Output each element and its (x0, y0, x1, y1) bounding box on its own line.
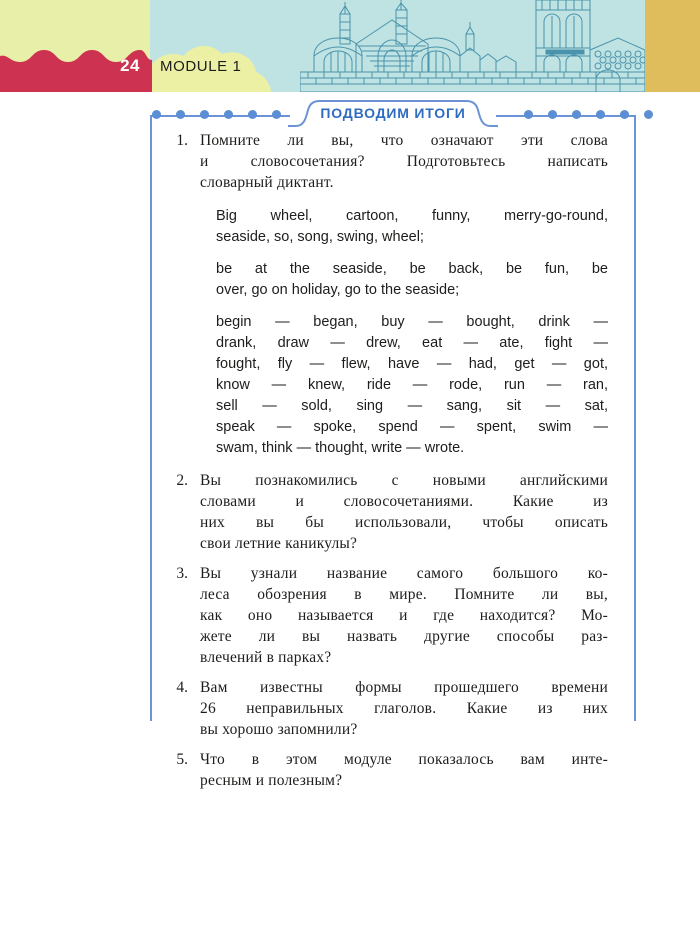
city-skyline-illustration (300, 0, 645, 92)
spacer (150, 301, 636, 312)
word-block-vocabulary (150, 206, 636, 248)
text-line: Помните ли вы, что означают эти слова (200, 132, 608, 149)
exercise-text (200, 563, 636, 668)
text-line: вы хорошо запомнили? (200, 721, 358, 738)
exercise-number: 3. (176, 565, 188, 582)
text-line: Вы познакомились с новыми английскими (200, 472, 608, 489)
decorative-dots-left (152, 110, 281, 120)
text-line: Вам известны формы прошедшего времени (200, 679, 608, 696)
spacer (150, 742, 636, 749)
text-line: и словосочетания? Подготовьтесь написать (200, 153, 608, 170)
exercise-number: 1. (176, 132, 188, 149)
text-line: be at the seaside, be back, be fun, be (216, 261, 608, 277)
exercise-list (150, 130, 636, 793)
exercise-item-1 (150, 130, 636, 193)
text-line: begin — began, buy — bought, drink — (216, 314, 608, 330)
text-line: know — knew, ride — rode, run — ran, (216, 377, 608, 393)
exercise-text (200, 130, 636, 193)
dot-icon (176, 110, 185, 119)
text-line: drank, draw — drew, eat — ate, fight — (216, 335, 608, 351)
dot-icon (248, 110, 257, 119)
exercise-text (200, 677, 636, 740)
header-gold-block (645, 0, 700, 92)
spacer (150, 556, 636, 563)
word-block-phrases (150, 259, 636, 301)
text-line: свои летние каникулы? (200, 535, 358, 552)
dot-icon (596, 110, 605, 119)
exercise-text (200, 470, 636, 554)
page-number: 24 (120, 56, 140, 75)
text-line: Вы узнали название самого большого ко- (200, 565, 608, 582)
exercise-item-3 (150, 563, 636, 668)
text-line: жете ли вы назвать другие способы раз- (200, 628, 608, 645)
text-line: over, go on holiday, go to the seaside; (216, 282, 460, 298)
text-line: леса обозрения в мире. Помните ли вы, (200, 586, 608, 603)
text-line: влечений в парках? (200, 649, 332, 666)
exercise-number: 2. (176, 472, 188, 489)
word-block-irregular-verbs (150, 312, 636, 459)
text-line: Big wheel, cartoon, funny, merry-go-round, (216, 208, 608, 224)
text-line: seaside, so, song, swing, wheel; (216, 229, 424, 245)
text-line: них вы бы использовали, чтобы описать (200, 514, 608, 531)
text-line: swam, think — thought, write — wrote. (216, 440, 465, 456)
spacer (150, 248, 636, 259)
dot-icon (572, 110, 581, 119)
dot-icon (272, 110, 281, 119)
exercise-item-5 (150, 749, 636, 791)
exercise-item-4 (150, 677, 636, 740)
text-line: словарный диктант. (200, 174, 334, 191)
text-line: sell — sold, sing — sang, sit — sat, (216, 398, 608, 414)
spacer (150, 195, 636, 206)
spacer (150, 459, 636, 470)
exercise-item-2 (150, 470, 636, 554)
dot-icon (644, 110, 653, 119)
dot-icon (200, 110, 209, 119)
text-line: как оно называется и где находится? Мо- (200, 607, 608, 624)
dot-icon (524, 110, 533, 119)
section-title: ПОДВОДИМ ИТОГИ (320, 105, 466, 121)
text-line: Что в этом модуле показалось вам инте- (200, 751, 608, 768)
module-label: MODULE 1 (160, 58, 242, 75)
exercise-number: 5. (176, 751, 188, 768)
decorative-dots-right (524, 110, 653, 120)
text-line: ресным и полезным? (200, 772, 343, 789)
spacer (150, 670, 636, 677)
exercise-text (200, 749, 636, 791)
text-line: 26 неправильных глаголов. Какие из них (200, 700, 608, 717)
dot-icon (152, 110, 161, 119)
page-header (0, 0, 700, 92)
dot-icon (548, 110, 557, 119)
exercise-number: 4. (176, 679, 188, 696)
text-line: fought, fly — flew, have — had, get — got, (216, 356, 608, 372)
dot-icon (620, 110, 629, 119)
dot-icon (224, 110, 233, 119)
text-line: speak — spoke, spend — spent, swim — (216, 419, 608, 435)
text-line: словами и словосочетаниями. Какие из (200, 493, 608, 510)
